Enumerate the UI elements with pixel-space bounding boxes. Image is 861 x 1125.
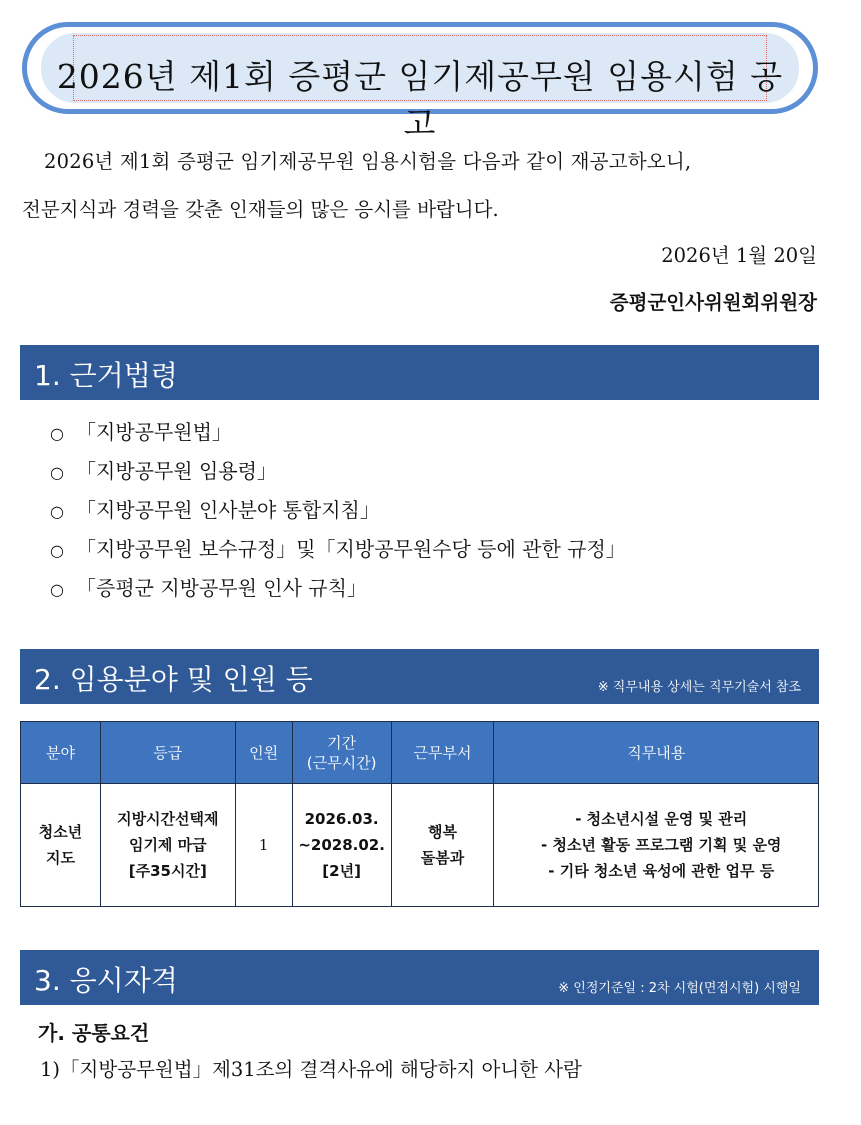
cell-duties xyxy=(494,784,819,907)
announcement-date: 2026년 1월 20일 xyxy=(661,244,817,267)
header-count: 인원 xyxy=(235,722,292,784)
circle-bullet-icon: ○ xyxy=(50,424,64,443)
law-item-label: 「지방공무원법」 xyxy=(76,420,232,444)
circle-bullet-icon: ○ xyxy=(50,502,64,521)
duty-item: - 청소년시설 운영 및 관리 xyxy=(575,810,748,828)
circle-bullet-icon: ○ xyxy=(50,463,64,482)
law-item-label: 「지방공무원 임용령」 xyxy=(76,459,277,483)
cell-period-line-1: 2026.03. xyxy=(304,810,379,828)
intro-line-1: 2026년 제1회 증평군 임기제공무원 임용시험을 다음과 같이 재공고하오니, xyxy=(44,150,692,173)
section-1-title: 1. 근거법령 xyxy=(34,359,178,392)
table-header-row xyxy=(21,722,819,784)
header-dept: 근무부서 xyxy=(391,722,494,784)
recruitment-table xyxy=(20,721,819,907)
title-banner-inner xyxy=(41,33,799,143)
cell-grade-line-2: 임기제 마급 xyxy=(128,836,207,854)
cell-grade-line-3: [주35시간] xyxy=(128,862,207,880)
law-item xyxy=(50,491,626,530)
common-requirements-heading: 가. 공통요건 xyxy=(38,1021,150,1045)
section-2-note: ※ 직무내용 상세는 직무기술서 참조 xyxy=(597,680,801,695)
table-row xyxy=(21,784,819,907)
header-period-line-1: 기간 xyxy=(327,733,357,752)
cell-field xyxy=(21,784,101,907)
header-duties: 직무내용 xyxy=(494,722,819,784)
section-3-header xyxy=(20,950,819,1005)
cell-count: 1 xyxy=(235,784,292,907)
law-item xyxy=(50,413,626,452)
duty-item: - 기타 청소년 육성에 관한 업무 등 xyxy=(548,862,775,880)
cell-grade xyxy=(100,784,235,907)
law-item xyxy=(50,452,626,491)
law-item xyxy=(50,530,626,569)
section-2-header xyxy=(20,649,819,704)
circle-bullet-icon: ○ xyxy=(50,541,64,560)
header-period-line-2: (근무시간) xyxy=(306,753,377,772)
header-grade: 등급 xyxy=(100,722,235,784)
law-list xyxy=(50,413,626,608)
announcement-signer: 증평군인사위원회위원장 xyxy=(609,291,817,314)
requirement-item-1: 1)「지방공무원법」제31조의 결격사유에 해당하지 아니한 사람 xyxy=(40,1058,582,1081)
page-title: 2026년 제1회 증평군 임기제공무원 임용시험 공고 xyxy=(56,57,784,143)
section-3-title: 3. 응시자격 xyxy=(34,964,178,997)
law-item-label: 「지방공무원 보수규정」및「지방공무원수당 등에 관한 규정」 xyxy=(76,537,626,561)
cell-field-line-1: 청소년 xyxy=(38,823,83,841)
title-banner xyxy=(22,22,818,143)
law-item-label: 「증평군 지방공무원 인사 규칙」 xyxy=(76,576,367,600)
law-item-label: 「지방공무원 인사분야 통합지침」 xyxy=(76,498,380,522)
cell-dept-line-2: 돌봄과 xyxy=(420,849,465,867)
header-field: 분야 xyxy=(21,722,101,784)
cell-dept xyxy=(391,784,494,907)
section-3-note: ※ 인정기준일 : 2차 시험(면접시험) 시행일 xyxy=(558,981,801,996)
intro-line-2: 전문지식과 경력을 갖춘 인재들의 많은 응시를 바랍니다. xyxy=(22,198,499,221)
law-item xyxy=(50,569,626,608)
section-1-header xyxy=(20,345,819,400)
duty-item: - 청소년 활동 프로그램 기획 및 운영 xyxy=(541,836,782,854)
cell-period-line-2: ~2028.02. xyxy=(298,836,385,854)
cell-period xyxy=(292,784,391,907)
cell-field-line-2: 지도 xyxy=(45,849,75,867)
cell-dept-line-1: 행복 xyxy=(428,823,457,841)
header-period xyxy=(292,722,391,784)
cell-grade-line-1: 지방시간선택제 xyxy=(117,810,219,828)
section-2-title: 2. 임용분야 및 인원 등 xyxy=(34,663,313,696)
circle-bullet-icon: ○ xyxy=(50,580,64,599)
cell-period-line-3: [2년] xyxy=(322,862,361,880)
